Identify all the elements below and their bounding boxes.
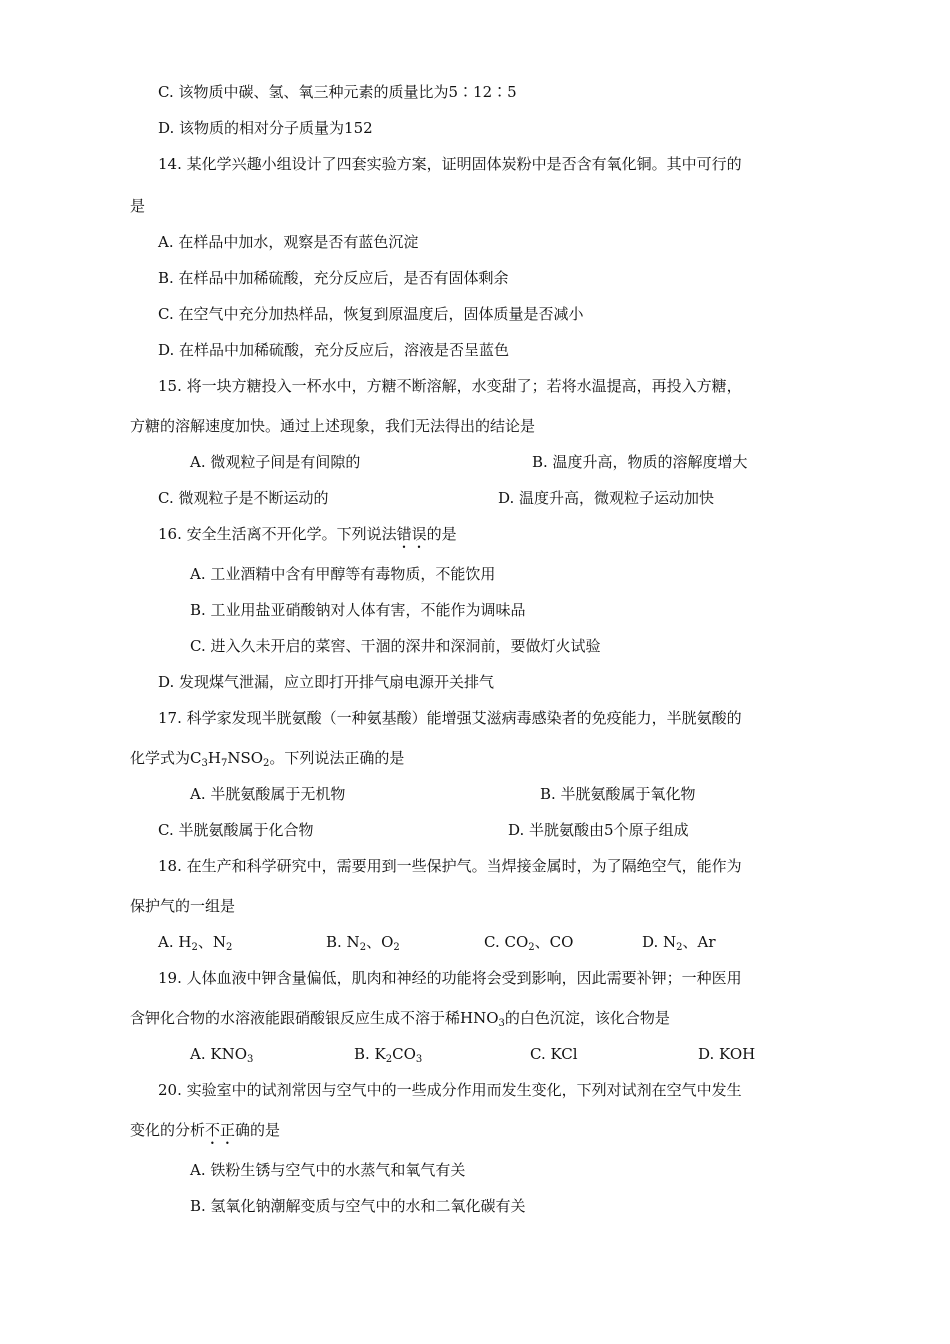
question-16-emphasis: 错误 xyxy=(396,525,427,543)
question-18-option-d xyxy=(642,932,716,952)
question-19-option-c: C. KCl xyxy=(530,1045,578,1063)
question-20-stem-line1: 20. 实验室中的试剂常因与空气中的一些成分作用而发生变化，下列对试剂在空气中发生 xyxy=(158,1081,742,1099)
question-17-option-c: C. 半胱氨酸属于化合物 xyxy=(158,821,314,839)
stem-text: 的白色沉淀，该化合物是 xyxy=(504,1009,670,1027)
question-16-stem-pre: 16. 安全生活离不开化学。下列说法 xyxy=(158,525,397,543)
option-text: D. N xyxy=(642,933,677,951)
question-15-option-d: D. 温度升高，微观粒子运动加快 xyxy=(498,489,715,507)
formula-subscript: 2 xyxy=(676,942,683,953)
question-15-stem-line1: 15. 将一块方糖投入一杯水中，方糖不断溶解，水变甜了；若将水温提高，再投入方糖， xyxy=(158,377,742,395)
question-19-option-d: D. KOH xyxy=(698,1045,756,1063)
formula-subscript: 3 xyxy=(498,1018,505,1029)
question-17-stem-line1: 17. 科学家发现半胱氨酸（一种氨基酸）能增强艾滋病毒感染者的免疫能力，半胱氨酸的 xyxy=(158,709,742,727)
question-15-option-a: A. 微观粒子间是有间隙的 xyxy=(190,453,361,471)
question-19-option-a xyxy=(190,1044,253,1064)
question-14-stem-line1: 14. 某化学兴趣小组设计了四套实验方案，证明固体炭粉中是否含有氧化铜。其中可行的 xyxy=(158,155,742,173)
question-17-option-a: A. 半胱氨酸属于无机物 xyxy=(190,785,346,803)
option-text: A. H xyxy=(158,933,192,951)
question-18-option-c xyxy=(484,932,573,952)
question-17-option-d: D. 半胱氨酸由5个原子组成 xyxy=(508,821,689,839)
question-16-option-a: A. 工业酒精中含有甲醇等有毒物质，不能饮用 xyxy=(190,565,496,583)
question-16-option-d: D. 发现煤气泄漏，应立即打开排气扇电源开关排气 xyxy=(158,673,495,691)
formula-subscript: 3 xyxy=(201,758,208,769)
question-20-emphasis: 不正 xyxy=(205,1121,236,1139)
formula-subscript: 2 xyxy=(393,942,400,953)
stem-text: 变化的分析 xyxy=(130,1121,206,1139)
option-text: B. K xyxy=(354,1045,386,1063)
question-18-stem-line2: 保护气的一组是 xyxy=(130,897,236,915)
formula-prefix: 化学式为C xyxy=(130,749,202,767)
question-15-option-c: C. 微观粒子是不断运动的 xyxy=(158,489,329,507)
option-text: 、Ar xyxy=(682,933,716,951)
question-17-option-b: B. 半胱氨酸属于氧化物 xyxy=(540,785,696,803)
formula-subscript: 2 xyxy=(191,942,198,953)
option-text: CO xyxy=(392,1045,416,1063)
formula-subscript: 7 xyxy=(220,758,228,769)
option-c-mass-ratio: C. 该物质中碳、氢、氧三种元素的质量比为5∶12∶5 xyxy=(158,83,517,101)
formula-subscript: 3 xyxy=(247,1054,254,1065)
option-text: A. KNO xyxy=(190,1045,247,1063)
question-19-option-b xyxy=(354,1044,422,1064)
stem-text: 含钾化合物的水溶液能跟硝酸银反应生成不溶于稀HNO xyxy=(130,1009,499,1027)
question-15-option-b: B. 温度升高，物质的溶解度增大 xyxy=(532,453,748,471)
question-16-option-b: B. 工业用盐亚硝酸钠对人体有害，不能作为调味品 xyxy=(190,601,526,619)
question-18-stem-line1: 18. 在生产和科学研究中，需要用到一些保护气。当焊接金属时，为了隔绝空气，能作为 xyxy=(158,857,742,875)
question-16-stem xyxy=(158,524,457,552)
formula-subscript: 2 xyxy=(385,1054,393,1065)
question-19-stem-line2 xyxy=(130,1008,670,1028)
question-17-stem-line2 xyxy=(130,748,404,768)
formula-subscript: 3 xyxy=(415,1054,423,1065)
question-16-stem-post: 的是 xyxy=(426,525,457,543)
option-text: C. CO xyxy=(484,933,529,951)
formula-part: H xyxy=(207,749,221,767)
formula-subscript: 2 xyxy=(359,942,367,953)
question-15-stem-line2: 方糖的溶解速度加快。通过上述现象，我们无法得出的结论是 xyxy=(130,417,536,435)
question-14-option-b: B. 在样品中加稀硫酸，充分反应后，是否有固体剩余 xyxy=(158,269,509,287)
question-18-option-b xyxy=(326,932,400,952)
question-18-option-a xyxy=(158,932,232,952)
formula-suffix: 。下列说法正确的是 xyxy=(269,749,405,767)
formula-subscript: 2 xyxy=(263,758,270,769)
formula-part: NSO xyxy=(227,749,264,767)
question-14-option-a: A. 在样品中加水，观察是否有蓝色沉淀 xyxy=(158,233,419,251)
formula-subscript: 2 xyxy=(528,942,535,953)
question-20-option-a: A. 铁粉生锈与空气中的水蒸气和氧气有关 xyxy=(190,1161,466,1179)
question-16-option-c: C. 进入久未开启的菜窖、干涸的深井和深洞前，要做灯火试验 xyxy=(190,637,601,655)
option-text: B. N xyxy=(326,933,360,951)
question-14-stem-line2: 是 xyxy=(130,197,146,215)
question-20-option-b: B. 氢氧化钠潮解变质与空气中的水和二氧化碳有关 xyxy=(190,1197,526,1215)
option-text: 、O xyxy=(366,933,394,951)
formula-subscript: 2 xyxy=(225,942,233,953)
question-14-option-c: C. 在空气中充分加热样品，恢复到原温度后，固体质量是否减小 xyxy=(158,305,584,323)
option-text: 、N xyxy=(197,933,226,951)
stem-text: 确的是 xyxy=(235,1121,281,1139)
option-text: 、CO xyxy=(534,933,574,951)
question-19-stem-line1: 19. 人体血液中钾含量偏低，肌肉和神经的功能将会受到影响，因此需要补钾；一种医用 xyxy=(158,969,742,987)
question-20-stem-line2 xyxy=(130,1120,280,1148)
question-14-option-d: D. 在样品中加稀硫酸，充分反应后，溶液是否呈蓝色 xyxy=(158,341,510,359)
option-d-molecular-mass: D. 该物质的相对分子质量为152 xyxy=(158,119,373,137)
